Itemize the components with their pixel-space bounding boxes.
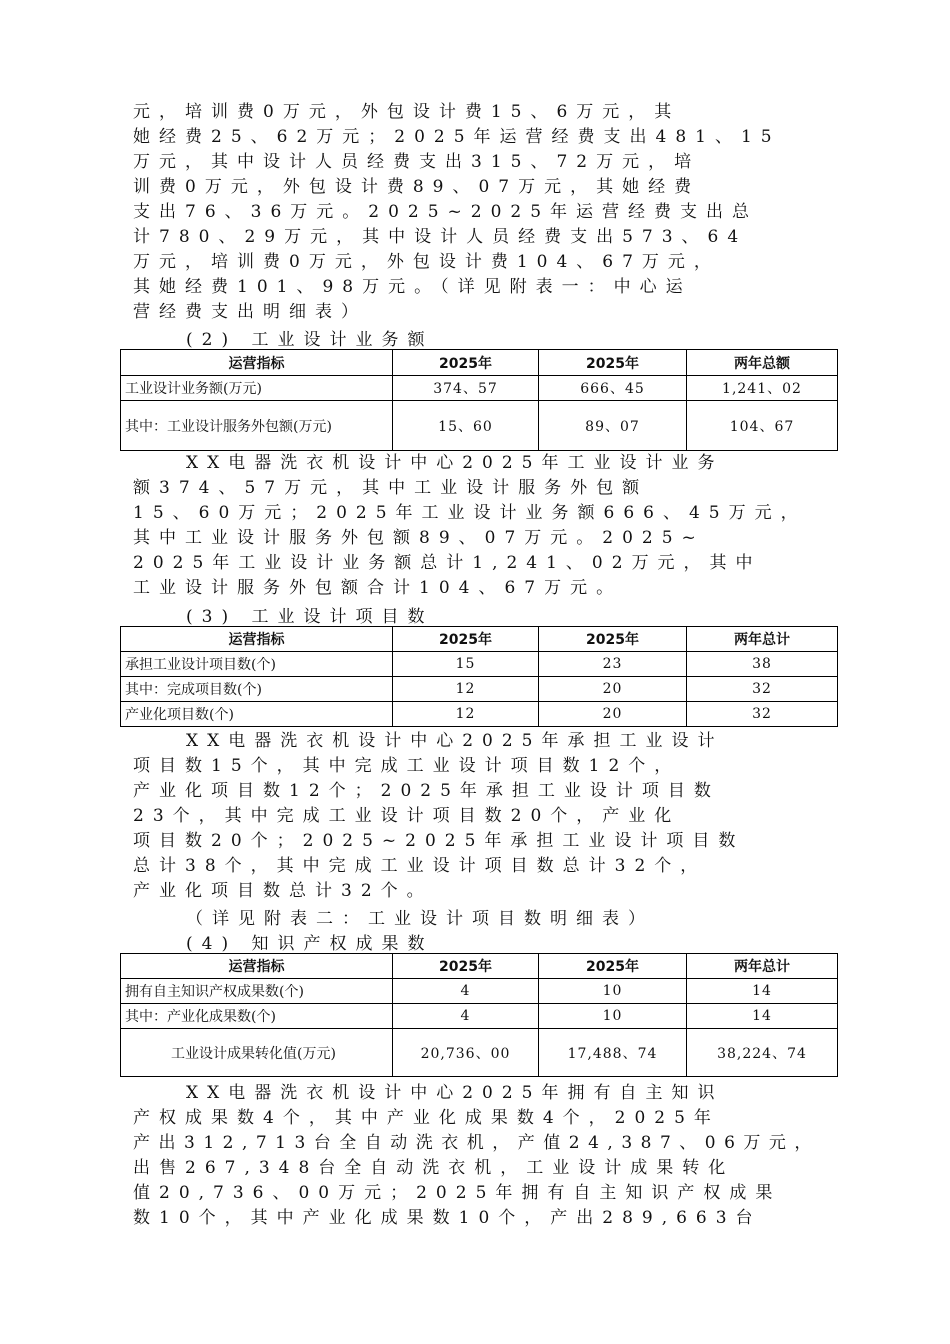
table-cell: 4: [393, 979, 539, 1004]
row-label: 承担工业设计项目数(个): [121, 652, 393, 677]
text-line: 项目数15个，其中完成工业设计项目数12个，: [133, 756, 681, 776]
table-cell: 20: [539, 677, 687, 702]
column-header: 2025年: [393, 350, 539, 376]
section-heading-ip-results: (4) 知识产权成果数: [186, 934, 434, 954]
text-line: 额374、57万元，其中工业设计服务外包额: [133, 478, 649, 498]
section-heading-project-count: (3) 工业设计项目数: [186, 607, 434, 627]
text-line: 支出76、36万元。2025~2025年运营经费支出总: [133, 202, 759, 222]
table-ip-results: [120, 953, 838, 1077]
text-line: 出售267,348台全自动洗衣机，工业设计成果转化: [133, 1158, 735, 1178]
table-row: [121, 376, 838, 401]
table-cell: 10: [539, 1004, 687, 1029]
column-header: 2025年: [539, 350, 687, 376]
table-cell: 89、07: [539, 401, 687, 451]
column-header: 2025年: [393, 954, 539, 979]
column-header: 运营指标: [121, 350, 393, 376]
column-header: 两年总计: [687, 954, 838, 979]
table-row: [121, 979, 838, 1004]
section-heading-business-volume: (2) 工业设计业务额: [186, 330, 434, 350]
column-header: 2025年: [539, 627, 687, 652]
row-label: 拥有自主知识产权成果数(个): [121, 979, 393, 1004]
row-label: 工业设计成果转化值(万元): [121, 1029, 393, 1077]
text-line: XX电器洗衣机设计中心2025年承担工业设计: [186, 731, 724, 751]
table-cell: 38,224、74: [687, 1029, 838, 1077]
column-header: 运营指标: [121, 954, 393, 979]
text-line: 工业设计服务外包额合计104、67万元。: [133, 578, 623, 598]
paragraph-project-count: [133, 729, 828, 904]
paragraph-ip-results: [133, 1081, 828, 1231]
row-label: 其中：产业化成果数(个): [121, 1004, 393, 1029]
row-label: 工业设计业务额(万元): [121, 376, 393, 401]
table-cell: 20: [539, 702, 687, 727]
table-cell: 14: [687, 1004, 838, 1029]
column-header: 2025年: [539, 954, 687, 979]
paragraph-operating-expenses: [133, 100, 828, 325]
text-line: 其中工业设计服务外包额89、07万元。2025~: [133, 528, 705, 548]
row-label: 其中：工业设计服务外包额(万元): [121, 401, 393, 451]
text-line: 她经费25、62万元；2025年运营经费支出481、15: [133, 127, 781, 147]
text-line: 计780、29万元，其中设计人员经费支出573、64: [133, 227, 748, 247]
table-cell: 38: [687, 652, 838, 677]
column-header: 两年总额: [687, 350, 838, 376]
text-line: 产出312,713台全自动洗衣机，产值24,387、06万元，: [133, 1133, 820, 1153]
text-line: 产权成果数4个，其中产业化成果数4个，2025年: [133, 1108, 720, 1128]
text-line: 23个，其中完成工业设计项目数20个，产业化: [133, 806, 681, 826]
text-line: 万元，其中设计人员经费支出315、72万元，培: [133, 152, 701, 172]
table-cell: 104、67: [687, 401, 838, 451]
text-line: 值20,736、00万元；2025年拥有自主知识产权成果: [133, 1183, 782, 1203]
table-cell: 10: [539, 979, 687, 1004]
table-cell: 374、57: [393, 376, 539, 401]
text-line: 产业化项目数12个；2025年承担工业设计项目数: [133, 781, 720, 801]
column-header: 两年总计: [687, 627, 838, 652]
table-row: [121, 652, 838, 677]
table-cell: 14: [687, 979, 838, 1004]
table-cell: 666、45: [539, 376, 687, 401]
text-line: 项目数20个；2025~2025年承担工业设计项目数: [133, 831, 745, 851]
table-row: [121, 677, 838, 702]
row-label: 其中：完成项目数(个): [121, 677, 393, 702]
table-cell: 32: [687, 677, 838, 702]
table-cell: 23: [539, 652, 687, 677]
table-row: [121, 401, 838, 451]
text-line: XX电器洗衣机设计中心2025年工业设计业务: [186, 453, 724, 473]
table-row: [121, 1029, 838, 1077]
text-line: 总计38个，其中完成工业设计项目数总计32个，: [133, 856, 707, 876]
table-row: [121, 1004, 838, 1029]
reference-note-appendix-two: （详见附表二：工业设计项目数明细表）: [186, 909, 654, 929]
table-header-row: [121, 350, 838, 376]
table-cell: 4: [393, 1004, 539, 1029]
table-cell: 15: [393, 652, 539, 677]
text-line: 15、60万元；2025年工业设计业务额666、45万元，: [133, 503, 807, 523]
table-header-row: [121, 627, 838, 652]
paragraph-business-volume: [133, 451, 828, 601]
column-header: 运营指标: [121, 627, 393, 652]
text-line: 2025年工业设计业务额总计1,241、02万元，其中: [133, 553, 762, 573]
table-cell: 32: [687, 702, 838, 727]
table-cell: 17,488、74: [539, 1029, 687, 1077]
text-line: 数10个，其中产业化成果数10个，产出289,663台: [133, 1208, 762, 1228]
table-cell: 1,241、02: [687, 376, 838, 401]
text-line: 万元，培训费0万元，外包设计费104、67万元，: [133, 252, 720, 272]
table-business-volume: [120, 349, 838, 451]
table-project-count: [120, 626, 838, 727]
table-header-row: [121, 954, 838, 979]
table-cell: 12: [393, 702, 539, 727]
text-line: XX电器洗衣机设计中心2025年拥有自主知识: [186, 1083, 724, 1103]
text-line: 产业化项目数总计32个。: [133, 881, 433, 901]
table-cell: 15、60: [393, 401, 539, 451]
text-line: 其她经费101、98万元。（详见附表一：中心运: [133, 277, 692, 297]
text-line: 训费0万元，外包设计费89、07万元，其她经费: [133, 177, 701, 197]
table-cell: 20,736、00: [393, 1029, 539, 1077]
text-line: 营经费支出明细表）: [133, 302, 367, 322]
table-row: [121, 702, 838, 727]
text-line: 元，培训费0万元，外包设计费15、6万元，其: [133, 102, 681, 122]
column-header: 2025年: [393, 627, 539, 652]
table-cell: 12: [393, 677, 539, 702]
row-label: 产业化项目数(个): [121, 702, 393, 727]
